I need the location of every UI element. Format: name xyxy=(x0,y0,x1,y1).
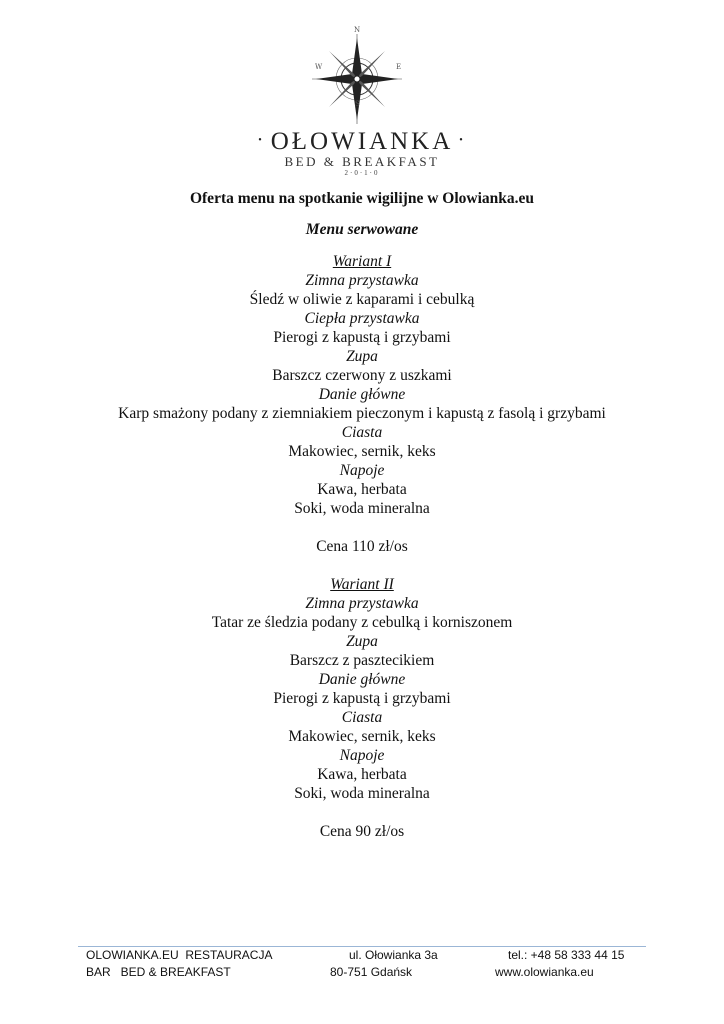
course-label: Zimna przystawka xyxy=(305,595,419,612)
compass-south: S xyxy=(355,100,360,108)
compass-east: E xyxy=(396,63,402,71)
dish: Soki, woda mineralna xyxy=(294,500,430,517)
document-subtitle: Menu serwowane xyxy=(305,221,419,238)
price: Cena 110 zł/os xyxy=(316,538,408,555)
dish: Pierogi z kapustą i grzybami xyxy=(273,690,451,707)
dish: Kawa, herbata xyxy=(317,481,407,498)
footer-company-type: BAR BED & BREAKFAST xyxy=(86,965,231,979)
course-label: Ciepła przystawka xyxy=(304,310,420,327)
footer-address-city: 80-751 Gdańsk xyxy=(330,965,413,979)
variant-heading: Wariant I xyxy=(332,253,392,270)
course-label: Napoje xyxy=(339,747,385,764)
course-label: Zimna przystawka xyxy=(305,272,419,289)
footer-address-street: ul. Ołowianka 3a xyxy=(349,948,438,962)
compass-west: W xyxy=(315,63,323,71)
course-label: Zupa xyxy=(346,633,378,650)
document-title: Oferta menu na spotkanie wigilijne w Olowianka.eu xyxy=(189,190,535,207)
variant-heading: Wariant II xyxy=(330,576,394,593)
brand-name: • OŁOWIANKA • xyxy=(258,128,466,155)
price: Cena 90 zł/os xyxy=(319,823,405,840)
brand-subtitle: BED & BREAKFAST xyxy=(284,154,440,169)
dish: Soki, woda mineralna xyxy=(294,785,430,802)
course-label: Napoje xyxy=(339,462,385,479)
dish: Karp smażony podany z ziemniakiem pieczonym i kapustą z fasolą i grzybami xyxy=(118,405,606,422)
dish: Barszcz z pasztecikiem xyxy=(289,652,435,669)
footer-divider xyxy=(78,946,646,947)
menu xyxy=(0,252,724,841)
logo xyxy=(0,18,724,183)
dish: Tatar ze śledzia podany z cebulką i korniszonem xyxy=(211,614,513,631)
dish: Barszcz czerwony z uszkami xyxy=(272,367,452,384)
dish: Pierogi z kapustą i grzybami xyxy=(273,329,451,346)
dish: Makowiec, sernik, keks xyxy=(288,443,436,460)
brand-year: 2·0·1·0 xyxy=(344,169,380,177)
compass-rose-icon xyxy=(302,24,412,134)
course-label: Danie główne xyxy=(318,671,406,688)
course-label: Danie główne xyxy=(318,386,406,403)
course-label: Zupa xyxy=(346,348,378,365)
dish: Makowiec, sernik, keks xyxy=(288,728,436,745)
dish: Kawa, herbata xyxy=(317,766,407,783)
dish: Śledź w oliwie z kaparami i cebulką xyxy=(249,291,475,308)
compass-north: N xyxy=(354,26,361,34)
footer-website[interactable]: www.olowianka.eu xyxy=(495,965,594,979)
footer-phone: tel.: +48 58 333 44 15 xyxy=(508,948,625,962)
footer-company: OLOWIANKA.EU RESTAURACJA xyxy=(86,948,273,962)
course-label: Ciasta xyxy=(341,709,383,726)
course-label: Ciasta xyxy=(341,424,383,441)
